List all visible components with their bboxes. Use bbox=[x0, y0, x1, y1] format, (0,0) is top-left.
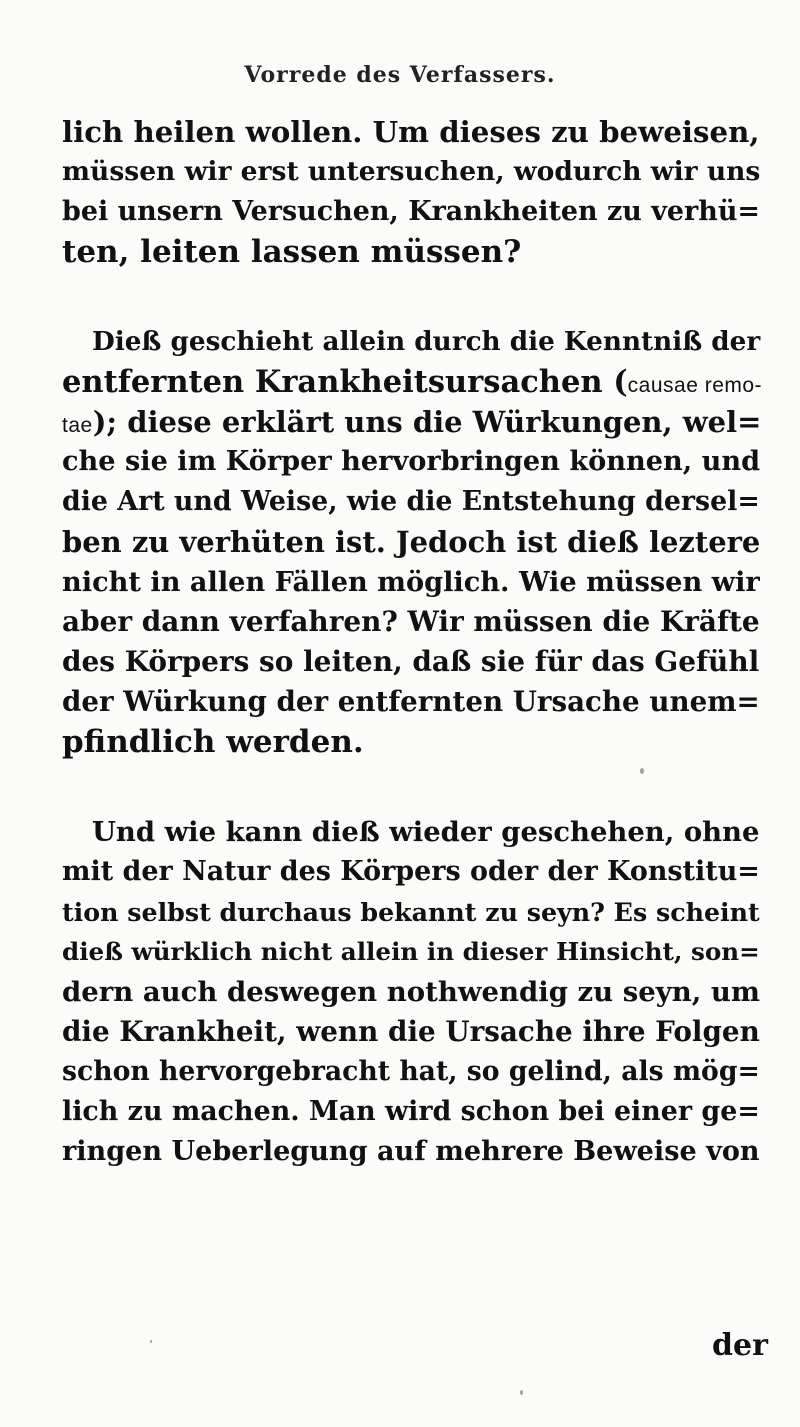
text-segment: ); diese erklärt uns die Würkungen, wel= bbox=[92, 405, 762, 439]
text-segment: entfernten Krankheitsursachen ( bbox=[62, 364, 628, 400]
latin-term: causae remo- bbox=[627, 374, 763, 397]
text-line: die Krankheit, wenn die Ursache ihre Folgen bbox=[62, 1015, 760, 1048]
text-line: ringen Ueberlegung auf mehrere Beweise von bbox=[62, 1136, 760, 1167]
text-line: aber dann verfahren? Wir müssen die Kräfte bbox=[62, 605, 760, 638]
text-line: Und wie kann dieß wieder geschehen, ohne bbox=[92, 816, 760, 848]
text-line: nicht in allen Fällen möglich. Wie müssen wir bbox=[62, 566, 760, 598]
text-line: ben zu verhüten ist. Jedoch ist dieß leztere bbox=[62, 525, 761, 559]
text-line: pfindlich werden. bbox=[62, 724, 364, 760]
text-line: schon hervorgebracht hat, so gelind, als mög= bbox=[62, 1056, 760, 1087]
text-line: mit der Natur des Körpers oder der Konstitu= bbox=[62, 856, 760, 887]
text-line: des Körpers so leiten, daß sie für das Gefühl bbox=[62, 645, 760, 678]
paper-speck bbox=[150, 1340, 152, 1343]
text-line: dieß würklich nicht allein in dieser Hinsicht, son= bbox=[62, 937, 760, 966]
text-line: lich zu machen. Man wird schon bei einer ge= bbox=[62, 1096, 760, 1127]
text-line: dern auch deswegen nothwendig zu seyn, um bbox=[62, 976, 761, 1008]
paper-speck bbox=[520, 1390, 523, 1395]
text-line: che sie im Körper hervorbringen können, und bbox=[62, 446, 761, 477]
text-line bbox=[62, 402, 761, 446]
text-line: tion selbst durchaus bekannt zu seyn? Es scheint bbox=[62, 897, 760, 927]
text-line: die Art und Weise, wie die Entstehung dersel= bbox=[62, 486, 760, 517]
text-line: der Würkung der entfernten Ursache unem= bbox=[62, 685, 760, 718]
text-line: ten, leiten lassen müssen? bbox=[62, 234, 522, 270]
latin-term: tae bbox=[62, 414, 93, 437]
text-line: lich heilen wollen. Um dieses zu beweisen, bbox=[62, 115, 760, 149]
text-line bbox=[62, 362, 762, 406]
catchword: der bbox=[712, 1328, 768, 1363]
text-line: müssen wir erst untersuchen, wodurch wir uns bbox=[62, 156, 761, 187]
paper-speck bbox=[640, 768, 644, 774]
text-line: bei unsern Versuchen, Krankheiten zu verhü= bbox=[62, 196, 760, 227]
text-line: Dieß geschieht allein durch die Kenntniß der bbox=[92, 326, 761, 357]
running-header: Vorrede des Verfassers. bbox=[244, 62, 556, 88]
